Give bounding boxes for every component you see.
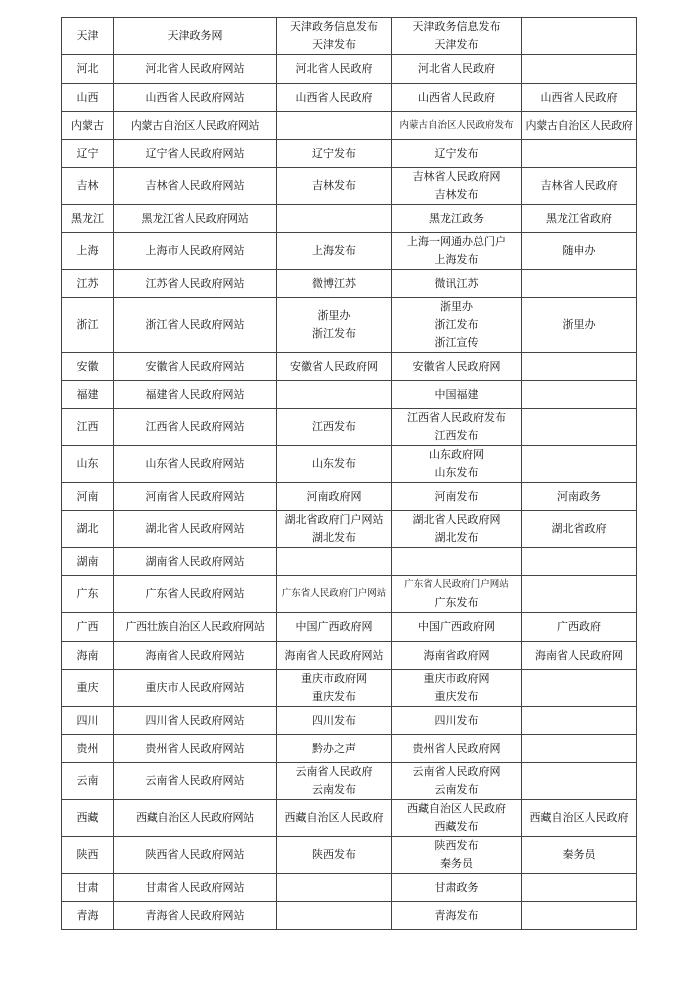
cell-line: 安徽省人民政府网 — [412, 359, 501, 373]
cell-line: 江西发布 — [434, 429, 479, 442]
region-cell: 重庆 — [62, 670, 114, 707]
website-cell: 广东省人民政府网站 — [114, 576, 277, 613]
website-cell: 江苏省人民政府网站 — [114, 270, 277, 298]
region-cell: 海南 — [62, 642, 114, 670]
cell-line: 河南发布 — [434, 489, 479, 503]
website-cell: 陕西省人民政府网站 — [114, 837, 277, 874]
region-cell: 吉林 — [62, 168, 114, 205]
cell-line: 辽宁发布 — [312, 146, 356, 160]
cell-line: 安徽省人民政府网 — [290, 359, 378, 373]
weibo-cell — [277, 112, 392, 140]
cell-line: 江西发布 — [312, 420, 356, 433]
cell-line: 中国福建 — [434, 387, 479, 401]
weibo-cell — [277, 613, 392, 642]
region-cell: 贵州 — [62, 735, 114, 763]
cell-line: 四川发布 — [312, 713, 356, 727]
table-row — [62, 763, 637, 800]
app-cell — [522, 735, 637, 763]
weibo-cell — [277, 483, 392, 511]
app-cell — [522, 670, 637, 707]
cell-line: 浙江发布 — [434, 318, 479, 331]
table-row — [62, 837, 637, 874]
cell-line: 山西省人民政府 — [295, 90, 373, 104]
app-cell: 山西省人民政府 — [522, 84, 637, 112]
cell-line: 四川发布 — [434, 713, 479, 727]
website-cell: 吉林省人民政府网站 — [114, 168, 277, 205]
weibo-cell — [277, 140, 392, 168]
app-cell — [522, 446, 637, 483]
cell-line: 河北省人民政府 — [418, 62, 495, 75]
app-cell — [522, 353, 637, 381]
app-cell — [522, 140, 637, 168]
region-cell: 陕西 — [62, 837, 114, 874]
weibo-cell — [277, 446, 392, 483]
table-row — [62, 735, 637, 763]
weibo-cell — [277, 548, 392, 576]
table-row — [62, 18, 637, 55]
wechat-cell — [392, 168, 522, 205]
wechat-cell — [392, 140, 522, 168]
cell-line: 云南发布 — [434, 783, 479, 796]
cell-line: 中国广西政府网 — [295, 620, 373, 633]
website-cell: 黑龙江省人民政府网站 — [114, 205, 277, 233]
cell-line: 浙江发布 — [312, 327, 356, 340]
table-row — [62, 112, 637, 140]
wechat-cell — [392, 298, 522, 353]
website-cell: 上海市人民政府网站 — [114, 233, 277, 270]
wechat-cell — [392, 381, 522, 409]
app-cell — [522, 902, 637, 930]
app-cell: 海南省人民政府网 — [522, 642, 637, 670]
website-cell: 湖南省人民政府网站 — [114, 548, 277, 576]
app-cell: 湖北省政府 — [522, 511, 637, 548]
table-row — [62, 613, 637, 642]
region-cell: 山东 — [62, 446, 114, 483]
cell-line: 湖北发布 — [434, 531, 479, 544]
wechat-cell — [392, 55, 522, 84]
website-cell: 海南省人民政府网站 — [114, 642, 277, 670]
weibo-cell — [277, 837, 392, 874]
government-platforms-table — [61, 17, 637, 930]
wechat-cell — [392, 84, 522, 112]
cell-line: 山西省人民政府 — [418, 90, 495, 104]
wechat-cell — [392, 446, 522, 483]
website-cell: 西藏自治区人民政府网站 — [114, 800, 277, 837]
app-cell: 随申办 — [522, 233, 637, 270]
cell-line: 海南省人民政府网站 — [284, 648, 384, 662]
wechat-cell — [392, 511, 522, 548]
cell-line: 重庆市政府网 — [301, 672, 367, 685]
region-cell: 广西 — [62, 613, 114, 642]
table-row — [62, 902, 637, 930]
wechat-cell — [392, 409, 522, 446]
region-cell: 河北 — [62, 55, 114, 84]
weibo-cell — [277, 800, 392, 837]
website-cell: 福建省人民政府网站 — [114, 381, 277, 409]
app-cell — [522, 270, 637, 298]
cell-line: 云南省人民政府网 — [412, 765, 501, 778]
table-row — [62, 353, 637, 381]
website-cell: 青海省人民政府网站 — [114, 902, 277, 930]
cell-line: 吉林发布 — [312, 179, 356, 192]
cell-line: 上海一网通办总门户 — [407, 235, 506, 248]
website-cell: 安徽省人民政府网站 — [114, 353, 277, 381]
region-cell: 上海 — [62, 233, 114, 270]
cell-line: 青海发布 — [434, 908, 479, 922]
app-cell — [522, 55, 637, 84]
cell-line: 西藏自治区人民政府 — [407, 802, 506, 815]
cell-line: 天津政务信息发布 — [412, 20, 501, 33]
region-cell: 黑龙江 — [62, 205, 114, 233]
website-cell: 辽宁省人民政府网站 — [114, 140, 277, 168]
region-cell: 湖北 — [62, 511, 114, 548]
table-row — [62, 381, 637, 409]
app-cell — [522, 763, 637, 800]
table-row — [62, 168, 637, 205]
app-cell: 吉林省人民政府 — [522, 168, 637, 205]
table-row — [62, 84, 637, 112]
region-cell: 湖南 — [62, 548, 114, 576]
cell-line: 河北省人民政府 — [295, 62, 373, 75]
wechat-cell — [392, 800, 522, 837]
website-cell: 河南省人民政府网站 — [114, 483, 277, 511]
website-cell: 广西壮族自治区人民政府网站 — [114, 613, 277, 642]
cell-line: 湖北发布 — [312, 531, 356, 544]
weibo-cell — [277, 902, 392, 930]
weibo-cell — [277, 233, 392, 270]
website-cell: 重庆市人民政府网站 — [114, 670, 277, 707]
region-cell: 天津 — [62, 18, 114, 55]
region-cell: 云南 — [62, 763, 114, 800]
weibo-cell — [277, 511, 392, 548]
website-cell: 天津政务网 — [114, 18, 277, 55]
cell-line: 贵州省人民政府网 — [412, 741, 501, 755]
cell-line: 湖北省人民政府网 — [412, 513, 501, 526]
cell-line: 浙里办 — [440, 300, 473, 313]
cell-line: 辽宁发布 — [434, 146, 479, 160]
table-row — [62, 874, 637, 902]
app-cell — [522, 576, 637, 613]
app-cell — [522, 707, 637, 735]
weibo-cell — [277, 205, 392, 233]
app-cell: 河南政务 — [522, 483, 637, 511]
cell-line: 黔办之声 — [312, 741, 356, 755]
cell-line: 山东发布 — [312, 457, 356, 470]
weibo-cell — [277, 707, 392, 735]
region-cell: 安徽 — [62, 353, 114, 381]
table-row — [62, 642, 637, 670]
table-row — [62, 270, 637, 298]
cell-line: 山东政府网 — [429, 448, 484, 461]
cell-line: 西藏自治区人民政府 — [284, 811, 384, 824]
wechat-cell — [392, 902, 522, 930]
wechat-cell — [392, 18, 522, 55]
cell-line: 吉林发布 — [434, 188, 479, 201]
app-cell — [522, 18, 637, 55]
cell-line: 黑龙江政务 — [429, 211, 484, 225]
website-cell: 贵州省人民政府网站 — [114, 735, 277, 763]
region-cell: 辽宁 — [62, 140, 114, 168]
table-row — [62, 800, 637, 837]
weibo-cell — [277, 576, 392, 613]
table-row — [62, 511, 637, 548]
cell-line: 重庆发布 — [434, 690, 479, 703]
weibo-cell — [277, 874, 392, 902]
website-cell: 内蒙古自治区人民政府网站 — [114, 112, 277, 140]
region-cell: 山西 — [62, 84, 114, 112]
wechat-cell — [392, 642, 522, 670]
cell-line: 广东省人民政府门户网站 — [281, 588, 387, 599]
website-cell: 山西省人民政府网站 — [114, 84, 277, 112]
wechat-cell — [392, 707, 522, 735]
table-row — [62, 140, 637, 168]
cell-line: 云南发布 — [312, 783, 356, 796]
cell-line: 微博江苏 — [312, 276, 356, 290]
cell-line: 浙江宣传 — [434, 336, 479, 349]
cell-line: 内蒙古自治区人民政府发布 — [399, 119, 514, 131]
wechat-cell — [392, 670, 522, 707]
region-cell: 四川 — [62, 707, 114, 735]
cell-line: 天津政务信息发布 — [290, 20, 378, 33]
weibo-cell — [277, 298, 392, 353]
website-cell: 云南省人民政府网站 — [114, 763, 277, 800]
cell-line: 广东省人民政府门户网站 — [404, 579, 509, 590]
weibo-cell — [277, 84, 392, 112]
wechat-cell — [392, 112, 522, 140]
weibo-cell — [277, 168, 392, 205]
app-cell — [522, 409, 637, 446]
app-cell: 西藏自治区人民政府 — [522, 800, 637, 837]
region-cell: 青海 — [62, 902, 114, 930]
table-row — [62, 205, 637, 233]
region-cell: 河南 — [62, 483, 114, 511]
cell-line: 甘肃政务 — [434, 880, 479, 894]
wechat-cell — [392, 874, 522, 902]
region-cell: 江西 — [62, 409, 114, 446]
cell-line: 云南省人民政府 — [295, 765, 373, 778]
cell-line: 浙里办 — [317, 309, 351, 322]
cell-line: 西藏发布 — [434, 820, 479, 833]
region-cell: 广东 — [62, 576, 114, 613]
cell-line: 河南政府网 — [306, 489, 362, 503]
wechat-cell — [392, 205, 522, 233]
cell-line: 微讯江苏 — [434, 276, 479, 290]
wechat-cell — [392, 837, 522, 874]
cell-line: 海南省政府网 — [423, 648, 490, 662]
cell-line: 湖北省政府门户网站 — [284, 513, 384, 526]
table-row — [62, 548, 637, 576]
cell-line: 中国广西政府网 — [418, 620, 495, 633]
cell-line: 天津发布 — [312, 38, 356, 51]
table-row — [62, 576, 637, 613]
cell-line: 江西省人民政府发布 — [407, 411, 506, 424]
cell-line: 上海发布 — [312, 244, 356, 257]
cell-line: 重庆发布 — [312, 690, 356, 703]
weibo-cell — [277, 353, 392, 381]
weibo-cell — [277, 735, 392, 763]
weibo-cell — [277, 763, 392, 800]
weibo-cell — [277, 409, 392, 446]
weibo-cell — [277, 670, 392, 707]
table-row — [62, 298, 637, 353]
website-cell: 河北省人民政府网站 — [114, 55, 277, 84]
wechat-cell — [392, 613, 522, 642]
website-cell: 山东省人民政府网站 — [114, 446, 277, 483]
weibo-cell — [277, 642, 392, 670]
app-cell: 浙里办 — [522, 298, 637, 353]
cell-line: 陕西发布 — [312, 848, 356, 861]
table-row — [62, 446, 637, 483]
wechat-cell — [392, 270, 522, 298]
cell-line: 天津发布 — [434, 38, 479, 51]
wechat-cell — [392, 735, 522, 763]
wechat-cell — [392, 353, 522, 381]
wechat-cell — [392, 763, 522, 800]
website-cell: 湖北省人民政府网站 — [114, 511, 277, 548]
table-row — [62, 233, 637, 270]
cell-line: 上海发布 — [434, 253, 479, 266]
table-body — [62, 18, 637, 930]
table-row — [62, 55, 637, 84]
website-cell: 四川省人民政府网站 — [114, 707, 277, 735]
app-cell: 广西政府 — [522, 613, 637, 642]
cell-line: 广东发布 — [434, 596, 479, 609]
cell-line: 陕西发布 — [434, 839, 479, 852]
app-cell: 秦务员 — [522, 837, 637, 874]
wechat-cell — [392, 233, 522, 270]
cell-line: 重庆市政府网 — [423, 672, 490, 685]
table-row — [62, 707, 637, 735]
region-cell: 福建 — [62, 381, 114, 409]
region-cell: 西藏 — [62, 800, 114, 837]
app-cell — [522, 874, 637, 902]
region-cell: 浙江 — [62, 298, 114, 353]
app-cell: 黑龙江省政府 — [522, 205, 637, 233]
weibo-cell — [277, 381, 392, 409]
weibo-cell — [277, 18, 392, 55]
weibo-cell — [277, 270, 392, 298]
website-cell: 江西省人民政府网站 — [114, 409, 277, 446]
cell-line: 秦务员 — [440, 857, 473, 870]
wechat-cell — [392, 576, 522, 613]
region-cell: 江苏 — [62, 270, 114, 298]
app-cell — [522, 548, 637, 576]
weibo-cell — [277, 55, 392, 84]
table-row — [62, 483, 637, 511]
website-cell: 浙江省人民政府网站 — [114, 298, 277, 353]
cell-line: 吉林省人民政府网 — [412, 170, 501, 183]
table-row — [62, 670, 637, 707]
region-cell: 甘肃 — [62, 874, 114, 902]
cell-line: 山东发布 — [434, 466, 479, 479]
region-cell: 内蒙古 — [62, 112, 114, 140]
app-cell: 内蒙古自治区人民政府 — [522, 112, 637, 140]
app-cell — [522, 381, 637, 409]
table-row — [62, 409, 637, 446]
website-cell: 甘肃省人民政府网站 — [114, 874, 277, 902]
wechat-cell — [392, 483, 522, 511]
wechat-cell — [392, 548, 522, 576]
